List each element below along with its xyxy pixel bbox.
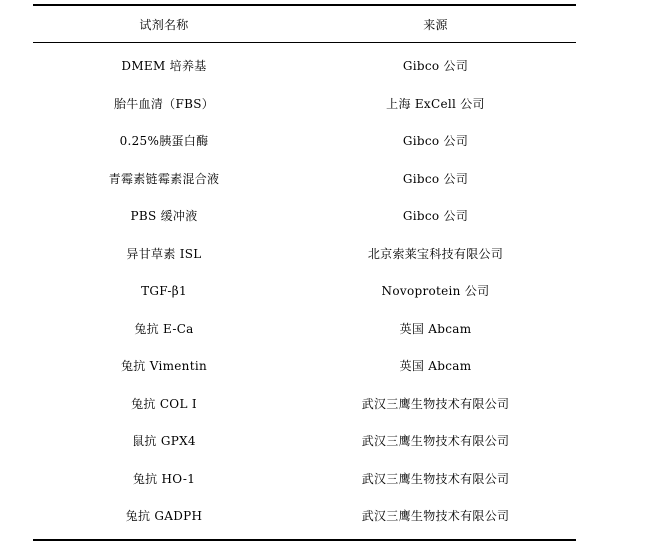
- reagent-name-cell: 兔抗 E-Ca: [134, 321, 194, 336]
- reagent-name-cell: 兔抗 HO-1: [132, 471, 196, 486]
- table-row: [33, 197, 576, 235]
- reagent-name-cell: 青霉素链霉素混合液: [108, 171, 220, 186]
- reagent-name-cell: 兔抗 Vimentin: [120, 359, 207, 374]
- source-cell: Gibco 公司: [402, 209, 469, 224]
- reagent-name-cell: 兔抗 COL I: [131, 396, 197, 411]
- table-row: [33, 310, 576, 348]
- reagent-name-cell: 鼠抗 GPX4: [132, 434, 196, 449]
- reagent-name-cell: TGF-β1: [141, 283, 187, 298]
- table-row: [33, 422, 576, 460]
- header-reagent-name: 试剂名称: [139, 17, 189, 32]
- reagent-name-cell: PBS 缓冲液: [130, 209, 198, 224]
- reagent-name-cell: 胎牛血清（FBS）: [113, 96, 215, 111]
- table-body: [33, 43, 576, 539]
- table-row: [33, 347, 576, 385]
- table-row: [33, 235, 576, 273]
- source-cell: 英国 Abcam: [399, 321, 472, 336]
- table-row: [33, 460, 576, 498]
- table-row: [33, 160, 576, 198]
- reagent-name-cell: 异甘草素 ISL: [126, 246, 202, 261]
- source-cell: 英国 Abcam: [399, 359, 472, 374]
- source-cell: 北京索莱宝科技有限公司: [367, 246, 504, 261]
- table-row: [33, 272, 576, 310]
- source-cell: Gibco 公司: [402, 171, 469, 186]
- source-cell: 上海 ExCell 公司: [386, 96, 485, 111]
- table-bottom-rule: [33, 539, 576, 541]
- source-cell: 武汉三鹰生物技术有限公司: [361, 509, 510, 524]
- header-source: 来源: [423, 17, 448, 32]
- table-row: [33, 85, 576, 123]
- source-cell: Gibco 公司: [402, 134, 469, 149]
- source-cell: 武汉三鹰生物技术有限公司: [361, 471, 510, 486]
- reagent-name-cell: DMEM 培养基: [121, 59, 207, 74]
- table-row: [33, 385, 576, 423]
- table-row: [33, 122, 576, 160]
- reagent-name-cell: 兔抗 GADPH: [125, 509, 203, 524]
- source-cell: 武汉三鹰生物技术有限公司: [361, 434, 510, 449]
- table-header-row: [33, 6, 576, 42]
- table-row: [33, 47, 576, 85]
- reagent-table: [33, 4, 576, 541]
- reagent-name-cell: 0.25%胰蛋白酶: [119, 134, 209, 149]
- table-row: [33, 497, 576, 535]
- source-cell: Novoprotein 公司: [381, 284, 490, 299]
- source-cell: Gibco 公司: [402, 59, 469, 74]
- source-cell: 武汉三鹰生物技术有限公司: [361, 396, 510, 411]
